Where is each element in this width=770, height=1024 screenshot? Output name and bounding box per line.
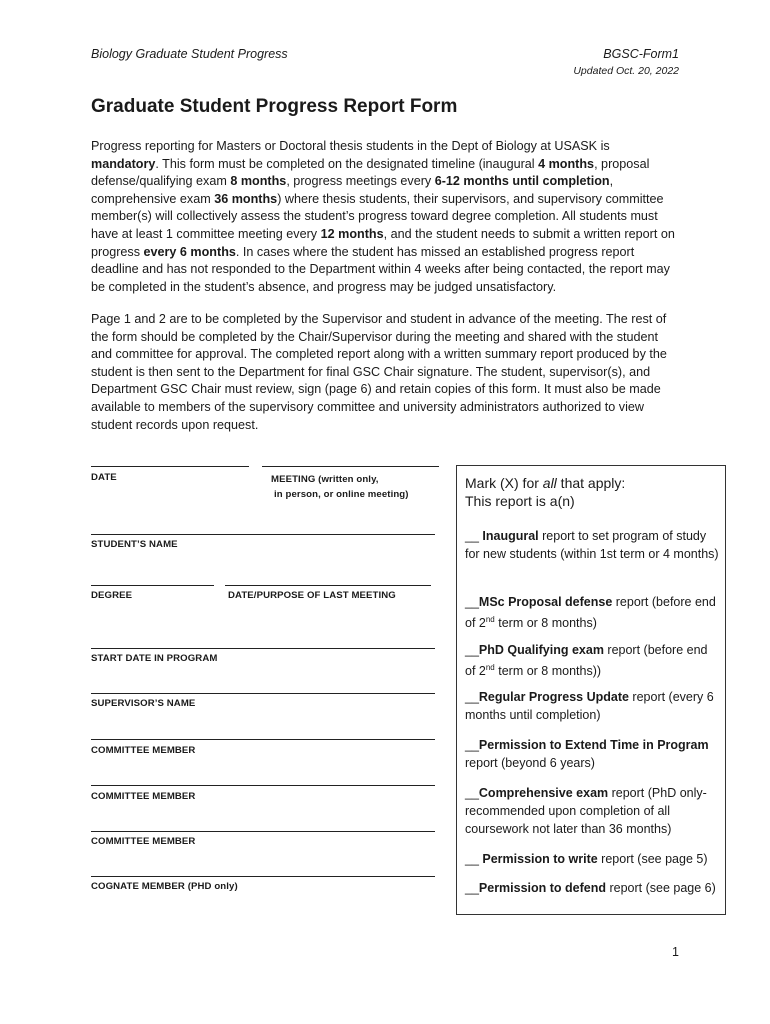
cognate-member-label: COGNATE MEMBER (PHD only) (91, 881, 238, 892)
committee-member-2-label: COMMITTEE MEMBER (91, 791, 196, 802)
student-name-field[interactable] (91, 534, 435, 535)
option-permission-defend[interactable]: __Permission to defend report (see page 6) (465, 881, 716, 895)
header-right (573, 47, 679, 77)
form-id: BGSC-Form1 (603, 47, 679, 61)
degree-label: DEGREE (91, 590, 133, 601)
supervisor-label: SUPERVISOR’S NAME (91, 698, 196, 709)
intro-paragraph: Progress reporting for Masters or Doctoral thesis students in the Dept of Biology at USASK is mandatory. This form must be completed on the designated timeline (inaugural 4 months, proposal defense/qualifying exam 8 months, progress meetings every 6-12 months until completion, comprehensive exam 36 months) where thesis students, their supervisors, and supervisory committee member(s) will collectively assess the student’s progress toward degree completion. All students must have at least 1 committee meeting every 12 months, and the student needs to submit a written report on progress every 6 months. In cases where the student has missed an established progress report deadline and has not responded to the Department within 4 weeks after being contacted, the report may be completed in the student’s absence, and progress may be judged unsatisfactory. (91, 139, 675, 294)
updated-date: Updated Oct. 20, 2022 (573, 65, 679, 77)
committee-member-1-label: COMMITTEE MEMBER (91, 745, 196, 756)
option-regular-progress[interactable]: __Regular Progress Update report (every 6 months until completion) (465, 690, 714, 722)
cognate-member-field[interactable] (91, 876, 435, 877)
header-left: Biology Graduate Student Progress (91, 47, 288, 61)
option-comprehensive-exam[interactable]: __Comprehensive exam report (PhD only- recommended upon completion of all coursework not later than 36 months) (465, 786, 707, 836)
page-title: Graduate Student Progress Report Form (91, 96, 458, 117)
date-field[interactable] (91, 466, 249, 467)
committee-member-3-label: COMMITTEE MEMBER (91, 836, 196, 847)
page-number: 1 (672, 945, 679, 959)
option-phd-qualifying[interactable]: __PhD Qualifying exam report (before end of 2nd term or 8 months)) (465, 643, 708, 679)
report-type-box (456, 465, 726, 915)
option-msc-proposal[interactable]: __MSc Proposal defense report (before end of 2nd term or 8 months) (465, 595, 716, 631)
meeting-field[interactable] (262, 466, 439, 467)
student-name-label: STUDENT’S NAME (91, 539, 178, 550)
date-label: DATE (91, 472, 117, 483)
committee-member-3-field[interactable] (91, 831, 435, 832)
report-type-title: Mark (X) for all that apply: This report is a(n) (465, 475, 626, 509)
degree-field[interactable] (91, 585, 214, 586)
meeting-label: MEETING (written only, in person, or online meeting) (271, 474, 409, 500)
instructions-paragraph: Page 1 and 2 are to be completed by the Supervisor and student in advance of the meeting. The rest of the form should be completed by the Chair/Supervisor during the meeting and shared with the student and committee for approval. The completed report along with a written summary report produced by the student is then sent to the Department for final GSC Chair signature. The student, supervisor(s), and Department GSC Chair must review, sign (page 6) and retain copies of this form. It must also be made available to members of the supervisory committee and university administrators authorized to view student records upon request. (91, 312, 667, 432)
date-purpose-label: DATE/PURPOSE OF LAST MEETING (228, 590, 396, 601)
option-extend-time[interactable]: __Permission to Extend Time in Program report (beyond 6 years) (465, 738, 709, 770)
committee-member-1-field[interactable] (91, 739, 435, 740)
committee-member-2-field[interactable] (91, 785, 435, 786)
start-date-field[interactable] (91, 648, 435, 649)
start-date-label: START DATE IN PROGRAM (91, 653, 218, 664)
date-purpose-field[interactable] (225, 585, 431, 586)
option-inaugural[interactable]: __ Inaugural report to set program of study for new students (within 1st term or 4 months) (465, 529, 719, 561)
option-permission-write[interactable]: __ Permission to write report (see page 5) (465, 852, 708, 866)
supervisor-field[interactable] (91, 693, 435, 694)
